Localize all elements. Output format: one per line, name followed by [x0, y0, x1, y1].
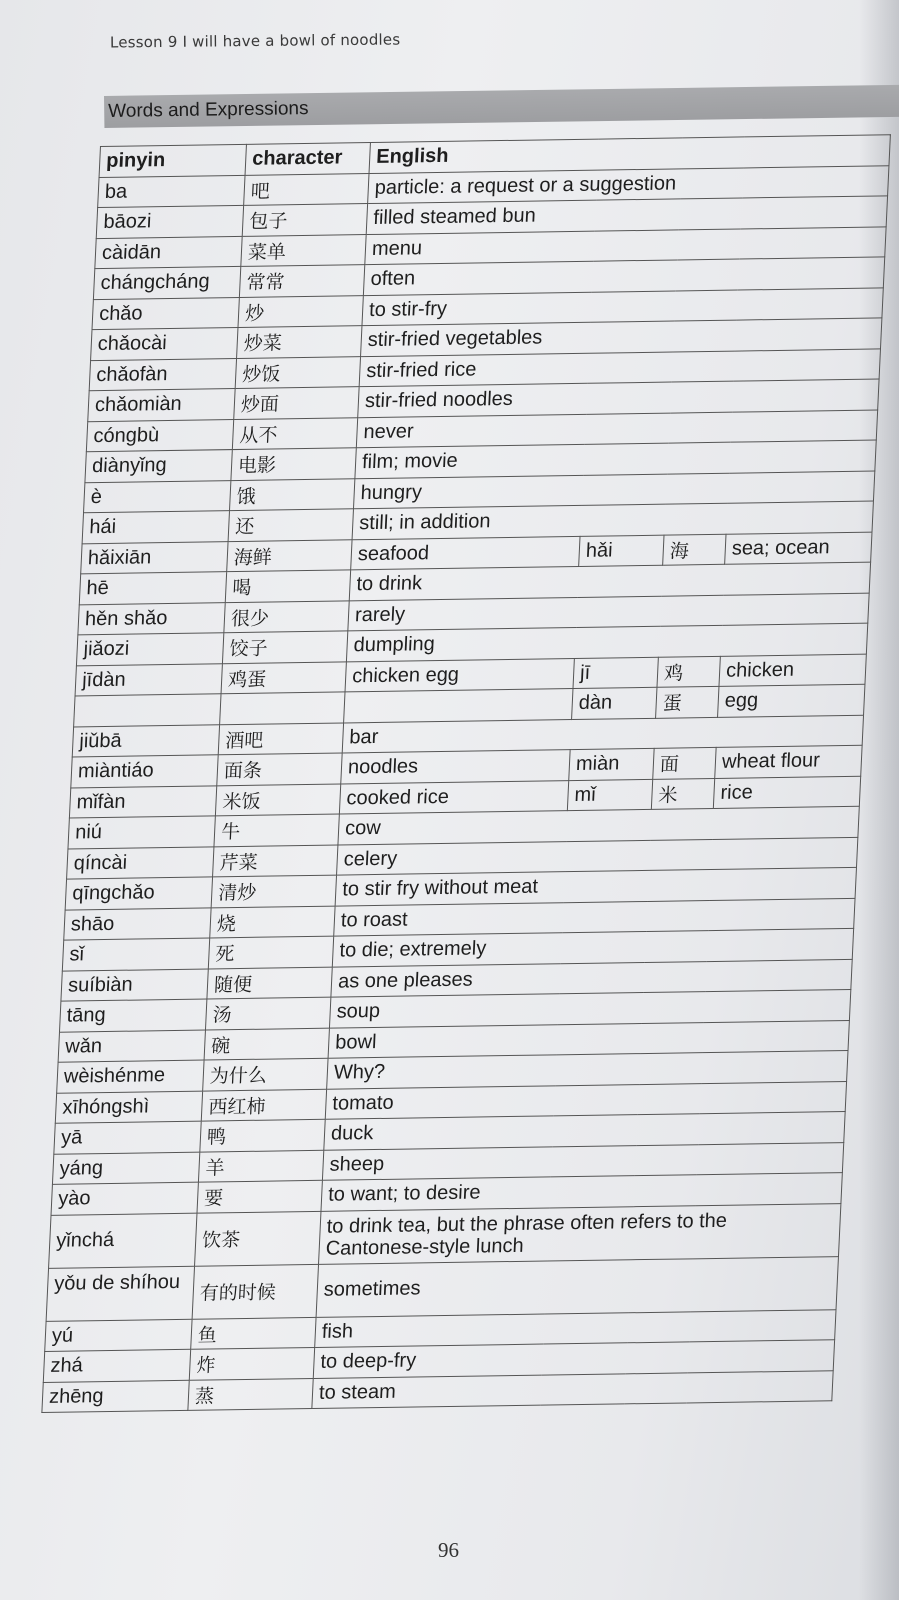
english-cell: often	[363, 257, 884, 295]
english-cell: soup	[329, 989, 850, 1027]
english-cell	[344, 689, 573, 723]
pinyin-cell: yú	[45, 1319, 192, 1352]
english-cell: rarely	[348, 593, 869, 631]
character-cell: 菜单	[241, 234, 366, 266]
english-cell: to deep-fry	[313, 1340, 834, 1378]
english-cell: stir-fried rice	[359, 348, 880, 386]
component-character-cell: 面	[653, 747, 716, 778]
pinyin-cell: è	[84, 480, 231, 513]
component-pinyin-cell: dàn	[572, 687, 657, 719]
english-cell: to roast	[334, 898, 855, 936]
character-cell: 鱼	[191, 1317, 316, 1349]
character-cell: 饮茶	[195, 1211, 321, 1266]
column-header-character: character	[245, 142, 370, 174]
character-cell: 烧	[210, 906, 335, 938]
character-cell: 饺子	[222, 631, 347, 663]
pinyin-cell	[74, 694, 221, 727]
pinyin-cell: chǎocài	[91, 327, 238, 360]
component-character-cell: 鸡	[657, 656, 720, 687]
character-cell: 碗	[204, 1028, 329, 1060]
pinyin-cell: jiǔbā	[72, 724, 219, 757]
pinyin-cell: qíncài	[67, 846, 214, 879]
pinyin-cell: wèishénme	[57, 1060, 204, 1093]
english-cell: hungry	[353, 471, 874, 509]
pinyin-cell: jīdàn	[75, 663, 222, 696]
component-character-cell: 米	[651, 778, 714, 809]
character-cell: 还	[228, 509, 353, 541]
pinyin-cell: chǎo	[92, 297, 239, 330]
english-cell: fish	[315, 1309, 836, 1347]
pinyin-cell: shāo	[64, 907, 211, 940]
english-cell: sheep	[322, 1142, 843, 1180]
pinyin-cell: tāng	[60, 999, 207, 1032]
english-cell: cooked rice	[339, 780, 568, 814]
vocabulary-table-body	[42, 165, 889, 1412]
component-english-cell: rice	[713, 776, 860, 809]
character-cell: 海鲜	[227, 539, 352, 571]
english-cell: dumpling	[346, 623, 867, 661]
running-header: Lesson 9 I will have a bowl of noodles	[109, 30, 401, 52]
english-cell: to steam	[312, 1370, 833, 1408]
character-cell: 炒	[238, 295, 363, 327]
english-cell: to stir fry without meat	[335, 867, 856, 905]
pinyin-cell: yào	[51, 1182, 198, 1215]
pinyin-cell: chǎofàn	[89, 358, 236, 391]
pinyin-cell: mǐfàn	[69, 785, 216, 818]
pinyin-cell: chǎomiàn	[88, 389, 235, 422]
section-title: Words and Expressions	[108, 98, 309, 122]
character-cell: 蒸	[188, 1378, 313, 1410]
component-pinyin-cell: jī	[573, 657, 658, 689]
pinyin-cell: hěn shǎo	[78, 602, 225, 635]
pinyin-cell: jiǎozi	[76, 633, 223, 666]
english-cell: seafood	[351, 536, 580, 570]
character-cell: 从不	[232, 417, 357, 449]
pinyin-cell: cóngbù	[86, 419, 233, 452]
character-cell: 炸	[189, 1347, 314, 1379]
character-cell: 常常	[239, 265, 364, 297]
english-cell: to want; to desire	[321, 1173, 842, 1211]
component-english-cell: wheat flour	[715, 745, 862, 778]
character-cell: 面条	[217, 753, 342, 785]
english-cell: noodles	[341, 750, 570, 784]
character-cell	[220, 692, 345, 724]
english-cell: cow	[338, 806, 859, 844]
character-cell: 西红柿	[201, 1089, 326, 1121]
character-cell: 芹菜	[213, 845, 338, 877]
pinyin-cell: ba	[98, 175, 245, 208]
pinyin-cell: hǎixiān	[81, 541, 228, 574]
english-cell: particle: a request or a suggestion	[368, 165, 889, 203]
character-cell: 清炒	[211, 875, 336, 907]
pinyin-cell: zhēng	[42, 1380, 189, 1413]
page-number: 96	[438, 1538, 459, 1562]
english-cell: chicken egg	[345, 658, 574, 692]
pinyin-cell: niú	[68, 816, 215, 849]
english-cell: menu	[365, 226, 886, 264]
character-cell: 酒吧	[218, 722, 343, 754]
character-cell: 为什么	[203, 1058, 328, 1090]
component-english-cell: chicken	[719, 654, 866, 687]
english-cell: bar	[342, 715, 863, 753]
english-cell: sometimes	[316, 1256, 838, 1317]
column-header-english: English	[369, 135, 890, 173]
pinyin-cell: diànyǐng	[85, 450, 232, 483]
character-cell: 鸭	[200, 1119, 325, 1151]
english-cell: duck	[324, 1112, 845, 1150]
pinyin-cell: chángcháng	[93, 266, 240, 299]
character-cell: 要	[197, 1180, 322, 1212]
section-banner	[104, 85, 899, 128]
english-cell: celery	[337, 837, 858, 875]
character-cell: 牛	[214, 814, 339, 846]
english-cell: tomato	[325, 1081, 846, 1119]
english-cell: stir-fried vegetables	[361, 318, 882, 356]
character-cell: 鸡蛋	[221, 661, 346, 693]
pinyin-cell: qīngchǎo	[65, 877, 212, 910]
character-cell: 炒菜	[237, 326, 362, 358]
component-pinyin-cell: miàn	[569, 748, 654, 780]
component-pinyin-cell: hǎi	[579, 535, 664, 567]
character-cell: 很少	[224, 600, 349, 632]
english-cell: filled steamed bun	[366, 196, 887, 234]
pinyin-cell: yáng	[52, 1152, 199, 1185]
vocabulary-table	[41, 134, 891, 1413]
english-cell: to stir-fry	[362, 287, 883, 325]
character-cell: 米饭	[215, 783, 340, 815]
english-cell: to die; extremely	[332, 928, 853, 966]
component-english-cell: egg	[718, 684, 865, 717]
character-cell: 有的时候	[192, 1264, 318, 1319]
character-cell: 死	[208, 936, 333, 968]
pinyin-cell: hē	[79, 572, 226, 605]
character-cell: 包子	[242, 204, 367, 236]
english-cell: never	[356, 409, 877, 447]
pinyin-cell: hái	[82, 511, 229, 544]
pinyin-cell: càidān	[95, 236, 242, 269]
pinyin-cell: zhá	[43, 1349, 190, 1382]
character-cell: 汤	[205, 997, 330, 1029]
character-cell: 吧	[244, 173, 369, 205]
component-pinyin-cell: mǐ	[567, 779, 652, 811]
english-cell: still; in addition	[352, 501, 873, 539]
pinyin-cell: xīhóngshì	[55, 1091, 202, 1124]
english-cell: film; movie	[355, 440, 876, 478]
pinyin-cell: yǒu de shíhou	[46, 1266, 194, 1321]
character-cell: 炒饭	[235, 356, 360, 388]
character-cell: 饿	[230, 478, 355, 510]
pinyin-cell: miàntiáo	[71, 755, 218, 788]
pinyin-cell: wǎn	[58, 1030, 205, 1063]
pinyin-cell: yā	[54, 1121, 201, 1154]
english-cell: to drink tea, but the phrase often refers to the Cantonese-style lunch	[319, 1203, 841, 1264]
character-cell: 喝	[225, 570, 350, 602]
english-cell: stir-fried noodles	[358, 379, 879, 417]
english-cell: to drink	[349, 562, 870, 600]
character-cell: 电影	[231, 448, 356, 480]
character-cell: 羊	[198, 1150, 323, 1182]
english-cell: Why?	[327, 1051, 848, 1089]
component-english-cell: sea; ocean	[725, 532, 872, 565]
component-character-cell: 海	[663, 534, 726, 565]
pinyin-cell: suíbiàn	[61, 968, 208, 1001]
pinyin-cell: bāozi	[96, 205, 243, 238]
english-cell: bowl	[328, 1020, 849, 1058]
column-header-pinyin: pinyin	[99, 144, 246, 177]
component-character-cell: 蛋	[656, 686, 719, 717]
english-cell: as one pleases	[331, 959, 852, 997]
pinyin-cell: sǐ	[62, 938, 209, 971]
pinyin-cell: yǐnchá	[49, 1213, 197, 1268]
character-cell: 随便	[207, 967, 332, 999]
character-cell: 炒面	[234, 387, 359, 419]
